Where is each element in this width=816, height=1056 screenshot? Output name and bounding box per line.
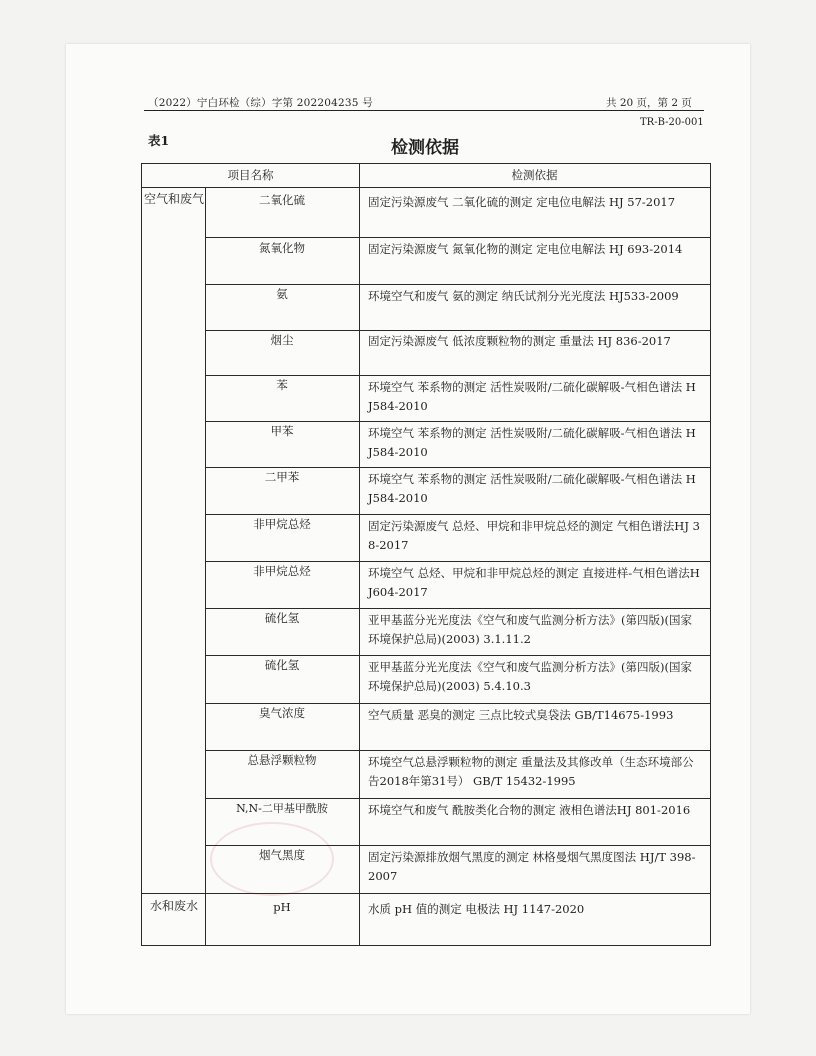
item-nmhc-exhaust: 非甲烷总烃 (253, 517, 311, 531)
basis-xylene: 环境空气 苯系物的测定 活性炭吸附/二硫化碳解吸-气相色谱法 HJ584-2010 (368, 472, 696, 505)
basis-benzene: 环境空气 苯系物的测定 活性炭吸附/二硫化碳解吸-气相色谱法 HJ584-2010 (368, 380, 696, 413)
basis-hydrogen-sulfide-2: 亚甲基蓝分光光度法《空气和废气监测分析方法》(第四版)(国家环境保护总局)(2003) 5.4.10.3 (368, 660, 692, 693)
page-title: 检测依据 (391, 138, 459, 158)
document-code: TR-B-20-001 (640, 117, 704, 128)
item-toluene: 甲苯 (270, 424, 294, 438)
item-odor-concentration: 臭气浓度 (259, 706, 305, 720)
basis-nitrogen-oxides: 固定污染源废气 氮氧化物的测定 定电位电解法 HJ 693-2014 (368, 242, 683, 256)
header-rule-bottom (142, 187, 710, 188)
item-smoke-dust: 烟尘 (270, 333, 294, 347)
basis-dmf: 环境空气和废气 酰胺类化合物的测定 液相色谱法HJ 801-2016 (368, 803, 691, 817)
item-smoke-blackness: 烟气黑度 (259, 848, 305, 862)
category-water-and-wastewater: 水和废水 (149, 899, 198, 913)
row-divider (205, 237, 710, 238)
basis-nmhc-exhaust: 固定污染源废气 总烃、甲烷和非甲烷总烃的测定 气相色谱法HJ 38-2017 (368, 519, 700, 552)
item-sulfur-dioxide: 二氧化硫 (259, 193, 305, 207)
item-hydrogen-sulfide-2: 硫化氢 (264, 658, 300, 672)
category-divider (142, 893, 710, 894)
category-air-and-exhaust: 空气和废气 (144, 192, 205, 206)
item-nmhc-ambient: 非甲烷总烃 (253, 564, 311, 578)
item-hydrogen-sulfide-1: 硫化氢 (264, 611, 300, 625)
basis-hydrogen-sulfide-1: 亚甲基蓝分光光度法《空气和废气监测分析方法》(第四版)(国家环境保护总局)(2003) 3.1.11.2 (368, 613, 692, 646)
item-benzene: 苯 (276, 378, 288, 392)
item-ph: pH (273, 900, 291, 914)
basis-smoke-dust: 固定污染源废气 低浓度颗粒物的测定 重量法 HJ 836-2017 (368, 334, 671, 348)
basis-total-suspended-particulates: 环境空气总悬浮颗粒物的测定 重量法及其修改单（生态环境部公告2018年第31号） GB/T 15432-1995 (368, 755, 694, 788)
basis-toluene: 环境空气 苯系物的测定 活性炭吸附/二硫化碳解吸-气相色谱法 HJ584-2010 (368, 426, 696, 459)
basis-odor-concentration: 空气质量 恶臭的测定 三点比较式臭袋法 GB/T14675-1993 (368, 708, 674, 722)
basis-smoke-blackness: 固定污染源排放烟气黑度的测定 林格曼烟气黑度图法 HJ/T 398-2007 (368, 850, 696, 883)
item-ammonia: 氨 (276, 287, 288, 301)
basis-sulfur-dioxide: 固定污染源废气 二氧化硫的测定 定电位电解法 HJ 57-2017 (368, 195, 676, 209)
column-header-basis: 检测依据 (511, 168, 558, 182)
table-label: 表1 (148, 133, 170, 148)
item-dmf: N,N-二甲基甲酰胺 (236, 802, 328, 815)
basis-nmhc-ambient: 环境空气 总烃、甲烷和非甲烷总烃的测定 直接进样-气相色谱法HJ604-2017 (368, 566, 700, 599)
item-nitrogen-oxides: 氮氧化物 (259, 241, 305, 255)
header-rule (144, 110, 704, 111)
column-divider-basis (359, 164, 360, 946)
basis-ammonia: 环境空气和废气 氨的测定 纳氏试剂分光光度法 HJ533-2009 (368, 289, 679, 303)
detection-basis-table (141, 163, 711, 946)
column-header-item: 项目名称 (227, 168, 274, 182)
basis-ph: 水质 pH 值的测定 电极法 HJ 1147-2020 (368, 902, 585, 916)
report-number: （2022）宁白环检（综）字第 202204235 号 (148, 97, 373, 109)
page-info: 共 20 页，第 2 页 (606, 97, 692, 109)
item-xylene: 二甲苯 (264, 470, 300, 484)
item-total-suspended-particulates: 总悬浮颗粒物 (247, 753, 317, 767)
